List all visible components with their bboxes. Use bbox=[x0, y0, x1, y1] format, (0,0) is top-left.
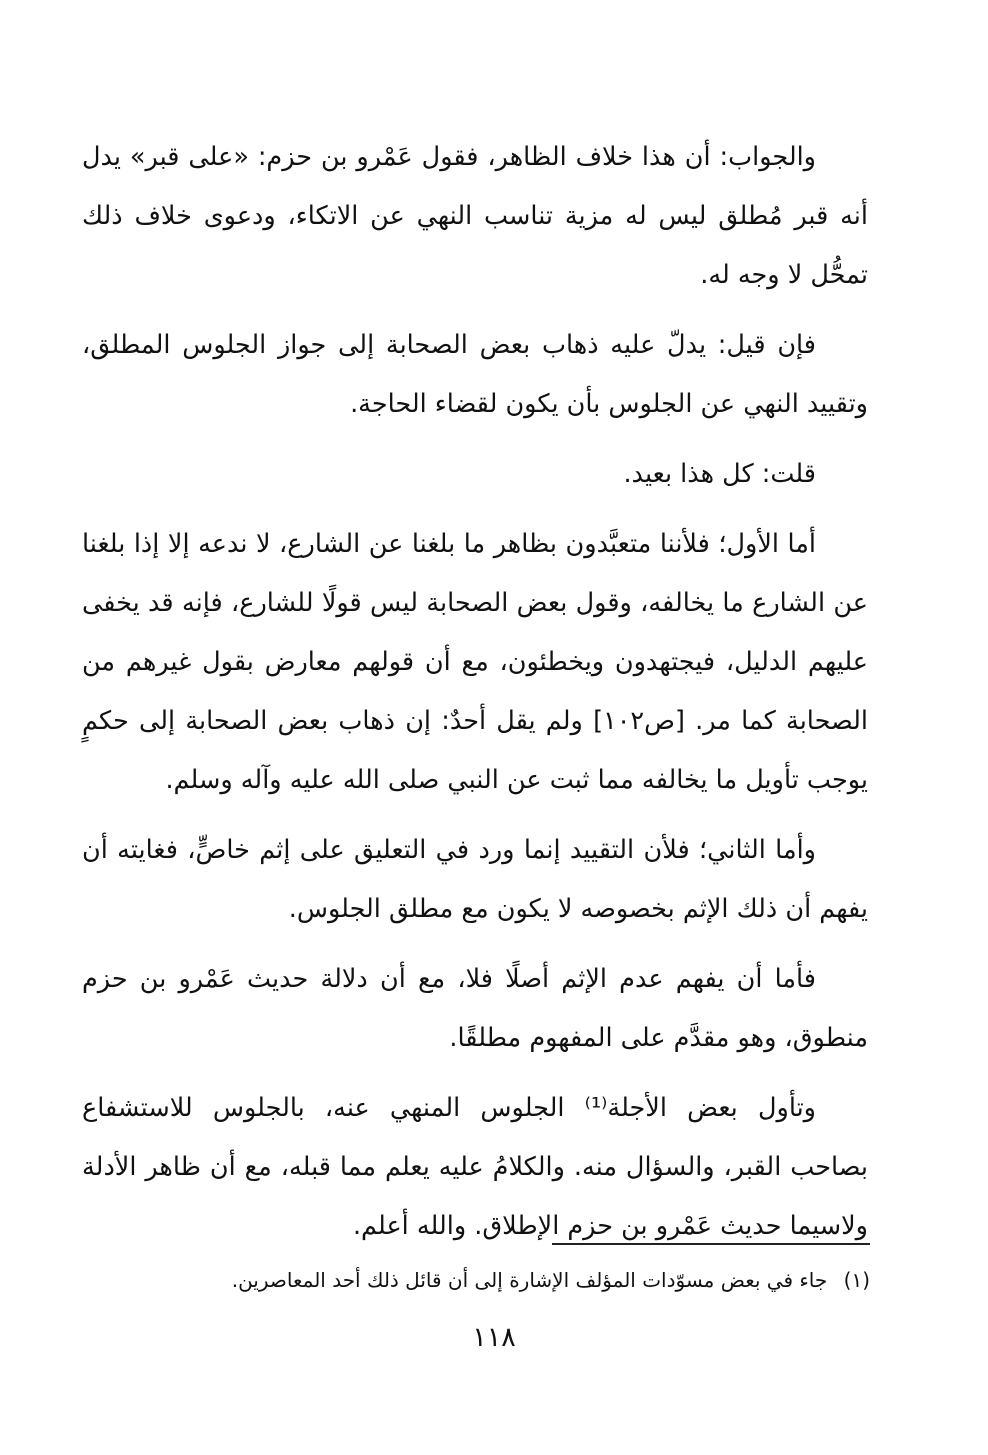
paragraph-objection: فإن قيل: يدلّ عليه ذهاب بعض الصحابة إلى جواز الجلوس المطلق، وتقييد النهي عن الجلوس بأن يكون لقضاء الحاجة. bbox=[82, 330, 868, 419]
footnote-marker: (١) bbox=[843, 1268, 870, 1292]
paragraph-interpretation: وتأول بعض الأجلة⁽¹⁾ الجلوس المنهي عنه، بالجلوس للاستشفاع بصاحب القبر، والسؤال منه. والكلامُ عليه يعلم مما قبله، مع أن ظاهر الأدلة ولاسيما حديث عَمْرو بن حزم الإطلاق. والله أعلم. bbox=[82, 1093, 868, 1241]
paragraph-answer: والجواب: أن هذا خلاف الظاهر، فقول عَمْرو بن حزم: «على قبر» يدل أنه قبر مُطلق ليس له مزية تناسب النهي عن الاتكاء، ودعوى خلاف ذلك تمحُّل لا وجه له. bbox=[82, 142, 868, 290]
main-text bbox=[82, 128, 868, 1267]
paragraph-reply: قلت: كل هذا بعيد. bbox=[623, 459, 816, 489]
paragraph-second-point: وأما الثاني؛ فلأن التقييد إنما ورد في التعليق على إثم خاصٍّ، فغايته أن يفهم أن ذلك الإثم بخصوصه لا يكون مع مطلق الجلوس. bbox=[82, 835, 868, 924]
page-number: ١١٨ bbox=[472, 1322, 516, 1353]
paragraph-first-point: أما الأول؛ فلأننا متعبَّدون بظاهر ما بلغنا عن الشارع، لا ندعه إلا إذا بلغنا عن الشارع ما يخالفه، وقول بعض الصحابة ليس قولًا للشارع، فإنه قد يخفى عليهم الدليل، فيجتهدون ويخطئون، مع أن قولهم معارض بقول غيرهم من الصحابة كما مر. [ص١٠٢] ولم يقل أحدٌ: إن ذهاب بعض الصحابة إلى حكمٍ يوجب تأويل ما يخالفه مما ثبت عن النبي صلى الله عليه وآله وسلم. bbox=[82, 529, 868, 795]
paragraph-implication: فأما أن يفهم عدم الإثم أصلًا فلا، مع أن دلالة حديث عَمْرو بن حزم منطوق، وهو مقدَّم على المفهوم مطلقًا. bbox=[82, 964, 868, 1053]
footnote-text: جاء في بعض مسوّدات المؤلف الإشارة إلى أن قائل ذلك أحد المعاصرين. bbox=[231, 1268, 828, 1292]
footnote-divider bbox=[552, 1243, 870, 1245]
footnote bbox=[82, 1263, 870, 1297]
